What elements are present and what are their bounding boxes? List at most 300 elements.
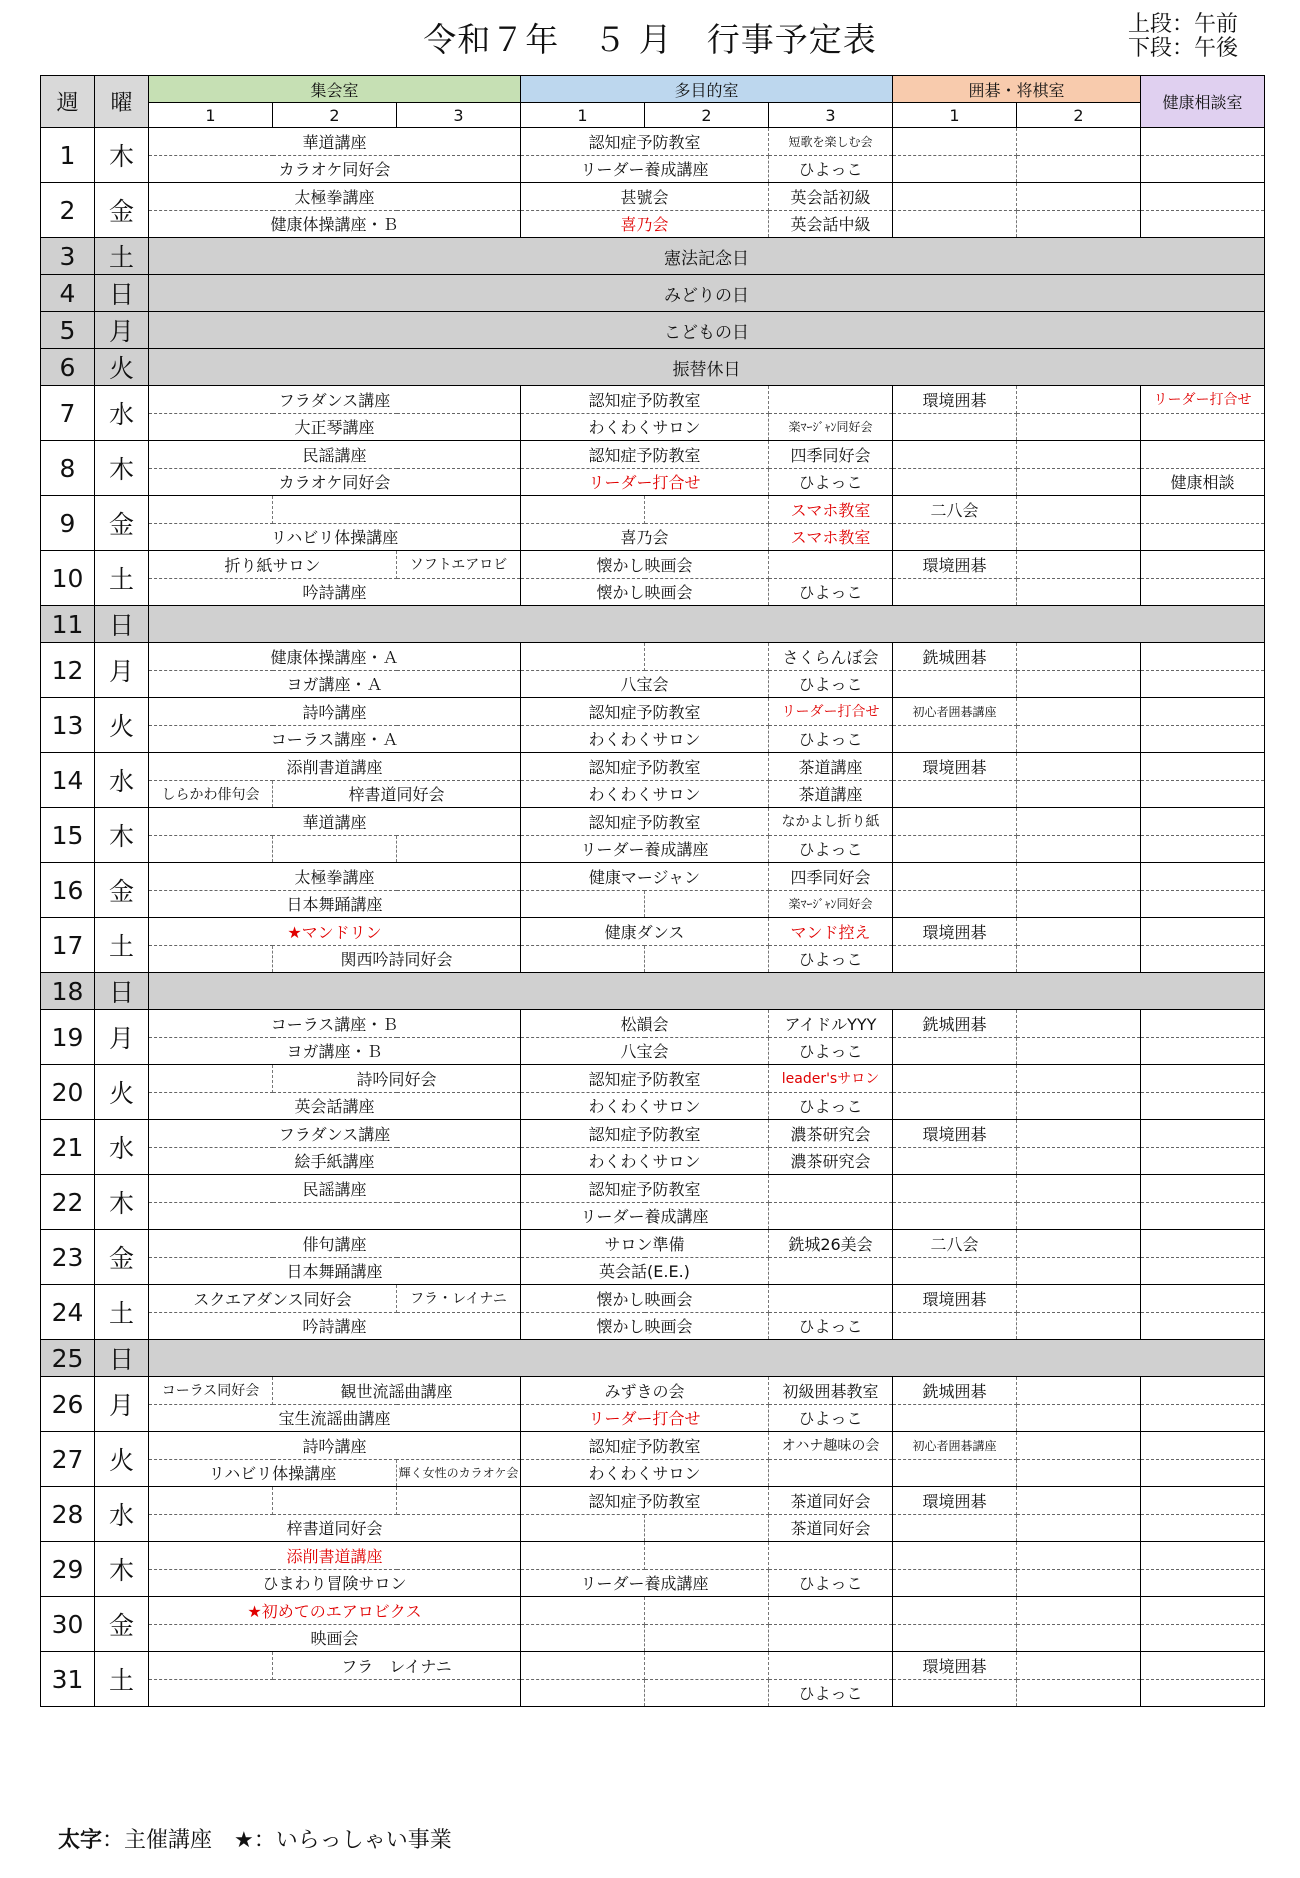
event-cell: 詩吟同好会 [273,1065,521,1093]
day-row-afternoon [41,725,1265,753]
event-cell: 茶道同好会 [769,1514,893,1542]
empty-cell [893,863,1017,891]
footer-legend [58,1823,452,1854]
empty-cell [893,1624,1017,1652]
day-number: 6 [41,349,95,386]
event-cell: 添削書道講座 [149,753,521,781]
empty-cell [149,1065,273,1093]
empty-cell [893,1459,1017,1487]
event-cell: みずきの会 [521,1377,769,1405]
empty-cell [1017,725,1141,753]
event-cell: ひよっこ [769,670,893,698]
empty-cell [1017,1679,1141,1707]
event-cell: 初級囲碁教室 [769,1377,893,1405]
event-cell: 二八会 [893,1230,1017,1258]
event-cell: 銑城囲碁 [893,1377,1017,1405]
day-number: 28 [41,1487,95,1542]
event-cell: サロン準備 [521,1230,769,1258]
col-number: 1 [521,103,645,128]
empty-cell [1017,1377,1141,1405]
room-header-tamokuteki: 多目的室 [521,76,893,103]
event-cell: 大正琴講座 [149,413,521,441]
empty-cell [1017,945,1141,973]
empty-cell [1141,1597,1265,1625]
day-of-week: 金 [95,863,149,918]
day-row-afternoon [41,1459,1265,1487]
event-cell: 認知症予防教室 [521,1487,769,1515]
empty-cell [1017,698,1141,726]
day-row-afternoon [41,1624,1265,1652]
empty-cell [1017,1569,1141,1597]
empty-cell [1141,753,1265,781]
week-header: 週 [41,76,95,128]
day-of-week: 金 [95,496,149,551]
empty-cell [1017,835,1141,863]
event-cell: 楽ﾏｰｼﾞｬﾝ同好会 [769,413,893,441]
day-row [41,863,1265,891]
event-cell: 太極拳講座 [149,183,521,211]
empty-cell [1017,1285,1141,1313]
footer-bold-label: 太字 [58,1828,103,1853]
day-number: 5 [41,312,95,349]
day-row-afternoon [41,210,1265,238]
day-of-week: 土 [95,1285,149,1340]
event-cell: ヨガ講座・Ａ [149,670,521,698]
empty-cell [1017,1597,1141,1625]
day-row-afternoon [41,1147,1265,1175]
day-number: 10 [41,551,95,606]
day-row-afternoon [41,1092,1265,1120]
empty-cell [893,523,1017,551]
event-cell: ひまわり冒険サロン [149,1569,521,1597]
day-row-afternoon [41,523,1265,551]
empty-cell [1141,1487,1265,1515]
event-cell: 吟詩講座 [149,1312,521,1340]
empty-cell [893,155,1017,183]
empty-cell [893,128,1017,156]
empty-cell [1017,1120,1141,1148]
event-cell: 絵手紙講座 [149,1147,521,1175]
empty-cell [1141,1257,1265,1285]
day-row [41,1175,1265,1203]
day-number: 21 [41,1120,95,1175]
day-number: 27 [41,1432,95,1487]
event-cell: コーラス同好会 [149,1377,273,1405]
empty-cell [645,1597,769,1625]
empty-cell [1141,1120,1265,1148]
day-row-afternoon [41,468,1265,496]
event-cell: リーダー養成講座 [521,1202,769,1230]
event-cell: 英会話初級 [769,183,893,211]
event-cell: ヨガ講座・Ｂ [149,1037,521,1065]
event-cell: 銑城囲碁 [893,1010,1017,1038]
empty-cell [1017,1147,1141,1175]
col-number: 1 [893,103,1017,128]
empty-cell [273,496,521,524]
day-row [41,386,1265,414]
event-cell: わくわくサロン [521,1459,769,1487]
event-cell: 折り紙サロン [149,551,397,579]
day-of-week: 金 [95,1597,149,1652]
empty-cell [397,1487,521,1515]
day-row [41,1377,1265,1405]
empty-cell [521,1679,645,1707]
empty-cell [645,1652,769,1680]
event-cell: リーダー養成講座 [521,1569,769,1597]
day-number: 14 [41,753,95,808]
empty-cell [1141,1624,1265,1652]
empty-cell [1017,863,1141,891]
day-number: 29 [41,1542,95,1597]
event-cell: 太極拳講座 [149,863,521,891]
room-header-kenko-sodan: 健康相談室 [1141,76,1265,128]
empty-cell [521,1514,645,1542]
event-cell: 認知症予防教室 [521,1120,769,1148]
empty-cell [1141,128,1265,156]
empty-cell [769,1624,893,1652]
empty-cell [521,1542,645,1570]
empty-cell [893,890,1017,918]
day-row-afternoon [41,1312,1265,1340]
empty-cell [1141,551,1265,579]
empty-cell [1141,1092,1265,1120]
empty-cell [149,945,273,973]
holiday-cell: みどりの日 [149,275,1265,312]
empty-cell [769,551,893,579]
empty-cell [1141,1514,1265,1542]
event-cell: 初心者囲碁講座 [893,698,1017,726]
empty-cell [645,1542,769,1570]
empty-cell [521,1624,645,1652]
empty-cell [1017,808,1141,836]
empty-cell [1017,1404,1141,1432]
event-cell: 二八会 [893,496,1017,524]
empty-cell [893,1404,1017,1432]
empty-cell [1017,890,1141,918]
empty-cell [645,496,769,524]
empty-cell [1141,1285,1265,1313]
event-cell: ひよっこ [769,155,893,183]
day-of-week: 水 [95,753,149,808]
event-cell: 認知症予防教室 [521,1065,769,1093]
event-cell: 華道講座 [149,808,521,836]
day-row [41,1652,1265,1680]
schedule-table [40,75,1265,1707]
col-number: 2 [273,103,397,128]
empty-cell [1141,890,1265,918]
empty-cell [1141,1652,1265,1680]
empty-cell [1017,1459,1141,1487]
empty-cell [645,1514,769,1542]
event-cell: わくわくサロン [521,725,769,753]
empty-cell [1017,780,1141,808]
event-cell: 健康体操講座・Ａ [149,643,521,671]
event-cell: しらかわ俳句会 [149,780,273,808]
empty-cell [1017,670,1141,698]
day-of-week: 火 [95,698,149,753]
empty-cell [893,1569,1017,1597]
day-of-week: 火 [95,349,149,386]
event-cell: ひよっこ [769,468,893,496]
empty-cell [1141,1202,1265,1230]
event-cell: 環境囲碁 [893,1285,1017,1313]
empty-cell [1017,643,1141,671]
day-row [41,643,1265,671]
event-cell: オハナ趣味の会 [769,1432,893,1460]
empty-cell [893,1037,1017,1065]
day-number: 8 [41,441,95,496]
day-row [41,918,1265,946]
empty-cell [1141,670,1265,698]
holiday-cell: こどもの日 [149,312,1265,349]
day-row [41,1230,1265,1258]
day-of-week: 木 [95,1542,149,1597]
day-number: 1 [41,128,95,183]
empty-cell [1141,835,1265,863]
day-number: 24 [41,1285,95,1340]
event-cell: リーダー養成講座 [521,155,769,183]
day-of-week: 水 [95,386,149,441]
empty-cell [1141,808,1265,836]
event-cell: 宝生流謡曲講座 [149,1404,521,1432]
empty-cell [893,1514,1017,1542]
empty-cell [1017,1202,1141,1230]
empty-cell [1141,1037,1265,1065]
holiday-cell: 憲法記念日 [149,238,1265,275]
empty-cell [1017,1065,1141,1093]
event-cell: ソフトエアロビ [397,551,521,579]
event-cell: 環境囲碁 [893,551,1017,579]
day-row-afternoon [41,945,1265,973]
empty-cell [1141,780,1265,808]
day-number: 17 [41,918,95,973]
empty-cell [893,1175,1017,1203]
event-cell: ひよっこ [769,835,893,863]
empty-cell [1141,210,1265,238]
empty-cell [521,890,645,918]
day-of-week: 月 [95,312,149,349]
day-row [41,1285,1265,1313]
event-cell: 輝く女性のカラオケ会 [397,1459,521,1487]
empty-cell [1017,183,1141,211]
col-number: 3 [769,103,893,128]
empty-cell [893,1147,1017,1175]
day-of-week: 金 [95,183,149,238]
empty-cell [893,780,1017,808]
event-cell: コーラス講座・Ｂ [149,1010,521,1038]
empty-cell [893,441,1017,469]
day-of-week: 日 [95,275,149,312]
day-row-afternoon [41,1514,1265,1542]
event-cell: 英会話講座 [149,1092,521,1120]
day-row-afternoon [41,1679,1265,1707]
col-number: 1 [149,103,273,128]
day-row-afternoon [41,1202,1265,1230]
holiday-cell [149,973,1265,1010]
event-cell: 八宝会 [521,1037,769,1065]
empty-cell [1141,1065,1265,1093]
event-cell: 環境囲碁 [893,918,1017,946]
event-cell: 認知症予防教室 [521,441,769,469]
empty-cell [893,1257,1017,1285]
empty-cell [1141,1377,1265,1405]
empty-cell [149,1652,273,1680]
empty-cell [645,945,769,973]
day-number: 26 [41,1377,95,1432]
event-cell: アイドルYYY [769,1010,893,1038]
day-number: 11 [41,606,95,643]
day-number: 22 [41,1175,95,1230]
empty-cell [893,413,1017,441]
day-number: 20 [41,1065,95,1120]
empty-cell [1017,918,1141,946]
empty-cell [1017,128,1141,156]
empty-cell [1017,1257,1141,1285]
event-cell: 短歌を楽しむ会 [769,128,893,156]
event-cell: わくわくサロン [521,780,769,808]
day-number: 16 [41,863,95,918]
day-number: 31 [41,1652,95,1707]
day-number: 30 [41,1597,95,1652]
empty-cell [893,578,1017,606]
event-cell: 喜乃会 [521,210,769,238]
empty-cell [1141,1679,1265,1707]
empty-cell [1017,1652,1141,1680]
day-number: 18 [41,973,95,1010]
event-cell: 俳句講座 [149,1230,521,1258]
event-cell: わくわくサロン [521,413,769,441]
day-number: 23 [41,1230,95,1285]
event-cell: 華道講座 [149,128,521,156]
day-row [41,183,1265,211]
event-cell: 健康体操講座・Ｂ [149,210,521,238]
event-cell: マンド控え [769,918,893,946]
footer-star-label: ★：いらっしゃい事業 [234,1828,452,1853]
empty-cell [1141,523,1265,551]
day-row [41,1597,1265,1625]
event-cell: 民謡講座 [149,441,521,469]
day-of-week: 火 [95,1432,149,1487]
empty-cell [149,496,273,524]
legend-afternoon: 下段：午後 [1128,36,1239,61]
empty-cell [893,1679,1017,1707]
empty-cell [149,1487,273,1515]
day-row-afternoon [41,890,1265,918]
event-cell: 環境囲碁 [893,753,1017,781]
empty-cell [1141,1459,1265,1487]
event-cell: 日本舞踊講座 [149,890,521,918]
day-number: 13 [41,698,95,753]
day-row [41,551,1265,579]
event-cell: 四季同好会 [769,441,893,469]
empty-cell [1141,578,1265,606]
empty-cell [1017,578,1141,606]
event-cell: 観世流謡曲講座 [273,1377,521,1405]
event-cell: 詩吟講座 [149,698,521,726]
empty-cell [1017,1542,1141,1570]
empty-cell [1017,468,1141,496]
day-row-afternoon [41,1404,1265,1432]
day-of-week: 土 [95,551,149,606]
empty-cell [893,1312,1017,1340]
day-row-afternoon [41,578,1265,606]
event-cell: 濃茶研究会 [769,1120,893,1148]
event-cell: リーダー打合せ [1141,386,1265,414]
empty-cell [1141,413,1265,441]
empty-cell [1141,183,1265,211]
legend-morning: 上段：午前 [1128,12,1239,37]
empty-cell [893,1202,1017,1230]
empty-cell [521,1652,645,1680]
event-cell: 銑城26美会 [769,1230,893,1258]
event-cell: 四季同好会 [769,863,893,891]
empty-cell [149,1679,521,1707]
room-header-shukaishitsu: 集会室 [149,76,521,103]
empty-cell [1141,1230,1265,1258]
event-cell: なかよし折り紙 [769,808,893,836]
day-row-afternoon [41,670,1265,698]
event-cell: カラオケ同好会 [149,155,521,183]
footer-bold-desc: ：主催講座 [102,1828,235,1853]
day-of-week: 火 [95,1065,149,1120]
event-cell: 環境囲碁 [893,386,1017,414]
event-cell: 認知症予防教室 [521,1432,769,1460]
event-cell: さくらんぼ会 [769,643,893,671]
event-cell: 茶道講座 [769,780,893,808]
day-number: 2 [41,183,95,238]
event-cell: ひよっこ [769,1404,893,1432]
day-row [41,1120,1265,1148]
event-cell: リーダー打合せ [769,698,893,726]
day-of-week: 木 [95,441,149,496]
day-row-afternoon [41,155,1265,183]
empty-cell [1141,1312,1265,1340]
event-cell: フラ レイナニ [273,1652,521,1680]
event-cell: スマホ教室 [769,496,893,524]
empty-cell [1017,1432,1141,1460]
event-cell: リハビリ体操講座 [149,1459,397,1487]
schedule-body [41,128,1265,1707]
event-cell: フラダンス講座 [149,386,521,414]
empty-cell [1141,496,1265,524]
event-cell: 映画会 [149,1624,521,1652]
event-cell: 詩吟講座 [149,1432,521,1460]
event-cell: リハビリ体操講座 [149,523,521,551]
event-cell: 松韻会 [521,1010,769,1038]
empty-cell [1017,1514,1141,1542]
day-number: 15 [41,808,95,863]
day-row [41,698,1265,726]
day-of-week: 金 [95,1230,149,1285]
day-row-afternoon [41,780,1265,808]
empty-cell [769,1542,893,1570]
day-row [41,1487,1265,1515]
day-number: 9 [41,496,95,551]
holiday-cell [149,606,1265,643]
empty-cell [1017,1010,1141,1038]
event-cell: ひよっこ [769,1092,893,1120]
empty-cell [769,1175,893,1203]
event-cell: 関西吟詩同好会 [273,945,521,973]
empty-cell [521,945,645,973]
event-cell: 八宝会 [521,670,769,698]
col-number: 2 [1017,103,1141,128]
day-number: 7 [41,386,95,441]
empty-cell [645,1624,769,1652]
event-cell: 認知症予防教室 [521,128,769,156]
empty-cell [769,1202,893,1230]
event-cell: 茶道同好会 [769,1487,893,1515]
